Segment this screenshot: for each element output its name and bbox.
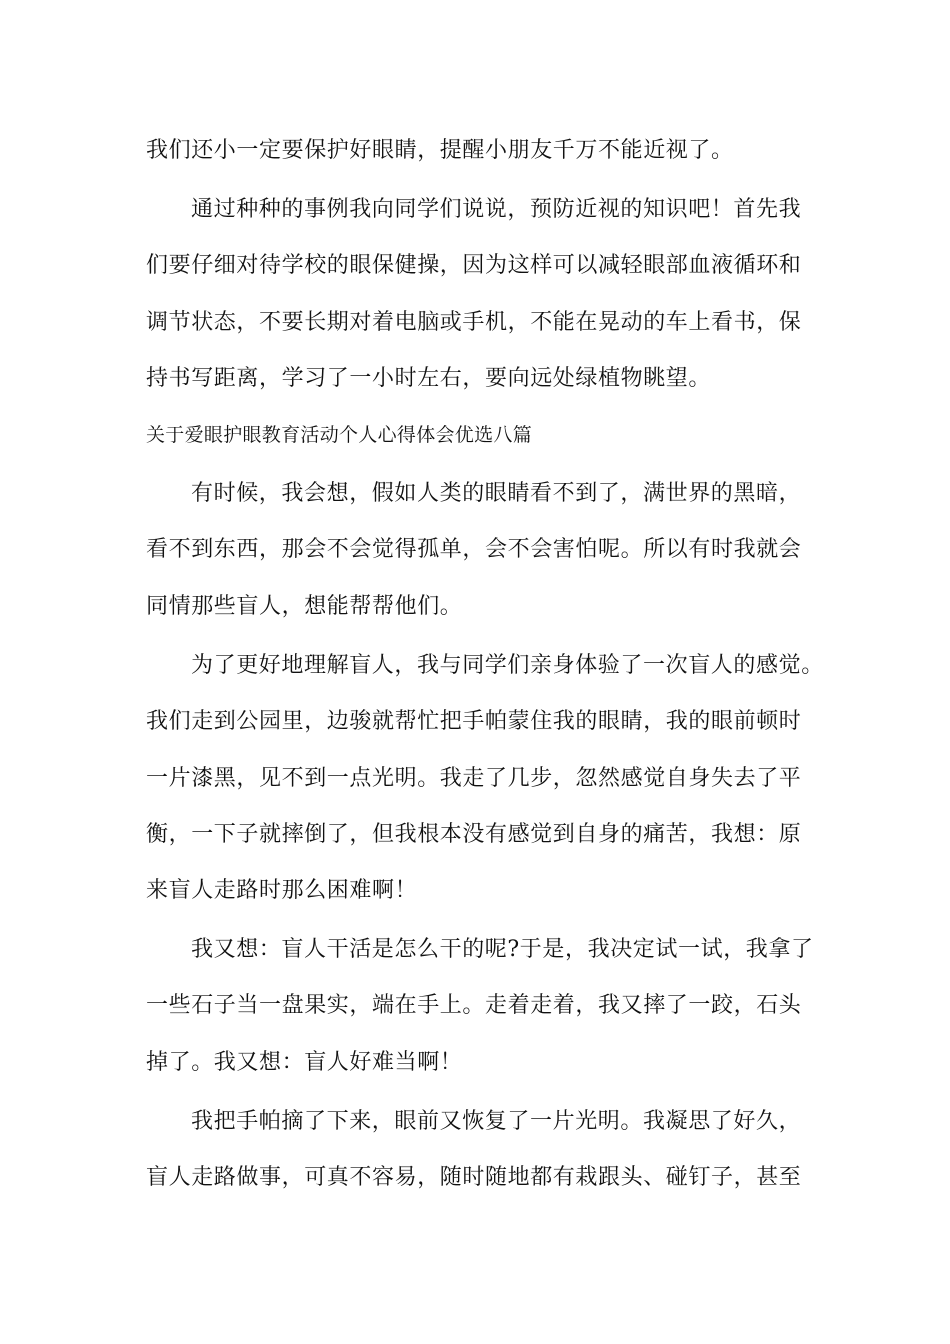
paragraph-line: 同情那些盲人，想能帮帮他们。 [146, 594, 463, 619]
paragraph-line: 盲人走路做事，可真不容易，随时随地都有栽跟头、碰钉子，甚至 [146, 1165, 802, 1190]
section-heading: 关于爱眼护眼教育活动个人心得体会优选八篇 [146, 424, 533, 446]
paragraph-line: 我又想：盲人干活是怎么干的呢?于是，我决定试一试，我拿了 [191, 937, 814, 962]
paragraph-line: 我们走到公园里，边骏就帮忙把手帕蒙住我的眼睛，我的眼前顿时 [146, 709, 802, 734]
paragraph-line: 看不到东西，那会不会觉得孤单，会不会害怕呢。所以有时我就会 [146, 537, 802, 562]
paragraph-line: 我们还小一定要保护好眼睛，提醒小朋友千万不能近视了。 [146, 138, 734, 163]
paragraph-line: 一些石子当一盘果实，端在手上。走着走着，我又摔了一跤，石头 [146, 993, 802, 1018]
paragraph-line: 衡，一下子就摔倒了，但我根本没有感觉到自身的痛苦，我想：原 [146, 822, 802, 847]
paragraph-line: 一片漆黑，见不到一点光明。我走了几步，忽然感觉自身失去了平 [146, 766, 802, 791]
paragraph-line: 通过种种的事例我向同学们说说，预防近视的知识吧！首先我 [191, 197, 802, 222]
paragraph-line: 们要仔细对待学校的眼保健操，因为这样可以减轻眼部血液循环和 [146, 253, 802, 278]
paragraph-line: 掉了。我又想：盲人好难当啊！ [146, 1050, 463, 1075]
paragraph-line: 持书写距离，学习了一小时左右，要向远处绿植物眺望。 [146, 366, 712, 391]
paragraph-line: 有时候，我会想，假如人类的眼睛看不到了，满世界的黑暗， [191, 481, 802, 506]
paragraph-line: 来盲人走路时那么困难啊！ [146, 878, 418, 903]
paragraph-line: 我把手帕摘了下来，眼前又恢复了一片光明。我凝思了好久， [191, 1109, 802, 1134]
paragraph-line: 调节状态，不要长期对着电脑或手机，不能在晃动的车上看书，保 [146, 310, 802, 335]
paragraph-line: 为了更好地理解盲人，我与同学们亲身体验了一次盲人的感觉。 [191, 653, 824, 678]
